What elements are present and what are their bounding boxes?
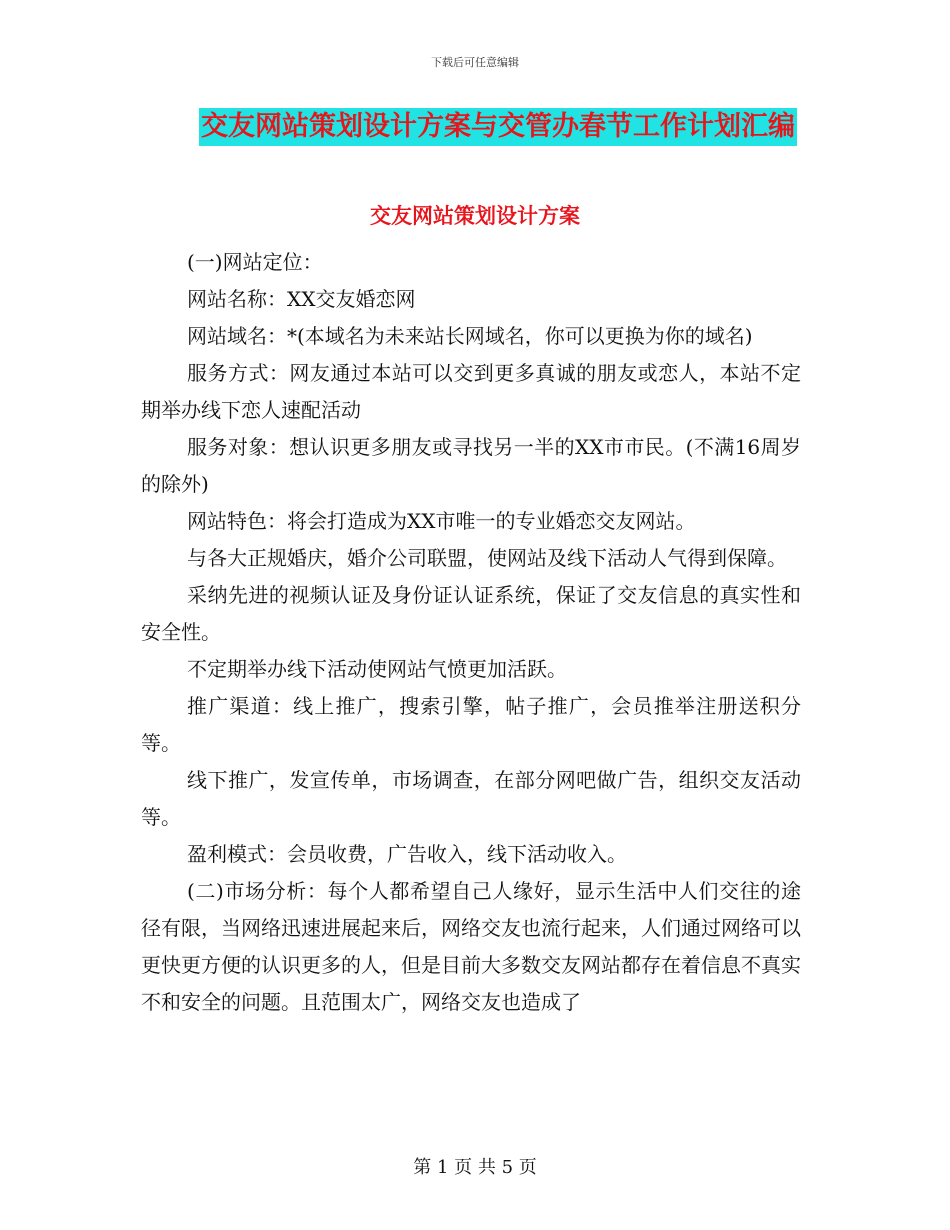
paragraph: 推广渠道：线上推广，搜索引擎，帖子推广，会员推举注册送积分等。 [141, 694, 801, 755]
body-text [141, 244, 801, 1021]
paragraph: 采纳先进的视频认证及身份证认证系统，保证了交友信息的真实性和安全性。 [141, 583, 801, 644]
paragraph: 网站特色：将会打造成为XX市唯一的专业婚恋交友网站。 [187, 509, 696, 533]
paragraph: 网站名称：XX交友婚恋网 [187, 287, 416, 311]
section-title: 交友网站策划设计方案 [370, 203, 580, 228]
paragraph: 服务方式：网友通过本站可以交到更多真诚的朋友或恋人，本站不定期举办线下恋人速配活动 [141, 361, 801, 422]
paragraph: 线下推广，发宣传单，市场调查，在部分网吧做广告，组织交友活动等。 [141, 768, 801, 829]
page-header-note: 下载后可任意编辑 [431, 56, 519, 69]
paragraph: 与各大正规婚庆，婚介公司联盟，使网站及线下活动人气得到保障。 [187, 546, 787, 570]
paragraph: 不定期举办线下活动使网站气愤更加活跃。 [187, 657, 567, 681]
page-footer: 第 1 页 共 5 页 [413, 1157, 537, 1178]
paragraph: 网站域名：*(本域名为未来站长网域名，你可以更换为你的域名) [187, 324, 753, 348]
paragraph: 服务对象：想认识更多朋友或寻找另一半的XX市市民。(不满16周岁的除外) [141, 435, 801, 496]
document-title-text: 交友网站策划设计方案与交管办春节工作计划汇编 [199, 108, 797, 146]
paragraph: 盈利模式：会员收费，广告收入，线下活动收入。 [187, 842, 627, 866]
paragraph: (一)网站定位： [187, 250, 323, 274]
paragraph: (二)市场分析：每个人都希望自己人缘好，显示生活中人们交往的途径有限，当网络迅速进展起来后，网络交友也流行起来，人们通过网络可以更快更方便的认识更多的人，但是目前大多数交友网站都存在着信息不真实不和安全的问题。且范围太广，网络交友也造成了 [141, 879, 801, 1014]
document-title [0, 108, 950, 146]
